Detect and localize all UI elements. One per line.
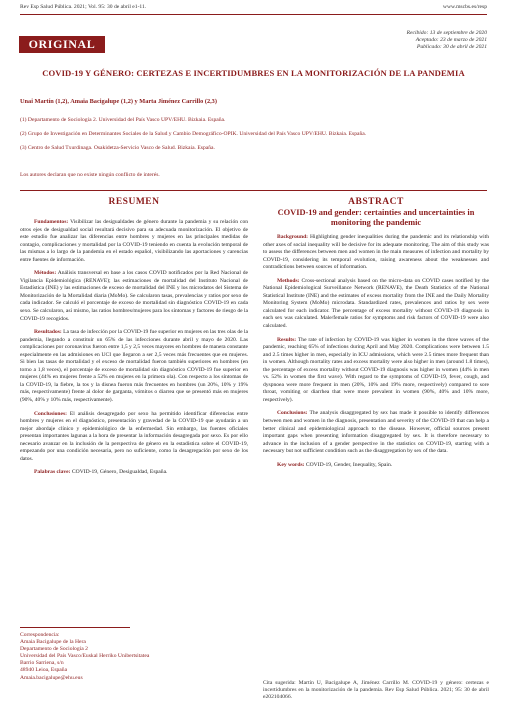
abstract-keywords bbox=[263, 462, 489, 470]
resultados-label: Resultados: bbox=[34, 329, 62, 336]
correspondence-name: Amaia Bacigalupe de la Hera bbox=[20, 639, 86, 646]
keywords-label-es: Palabras clave: bbox=[34, 469, 71, 476]
affiliation-1: (1) Departamento de Sociología 2. Universidad del País Vasco UPV/EHU. Bizkaia. España. bbox=[20, 117, 226, 123]
header-rule bbox=[20, 14, 487, 15]
abstract-results bbox=[263, 337, 489, 405]
metodos-label: Métodos: bbox=[34, 270, 57, 277]
author-list: Unai Martín (1,2), Amaia Bacigalupe (1,2) y Marta Jiménez Carrillo (2,3) bbox=[20, 98, 217, 105]
affiliation-3: (3) Centro de Salud Txurdinaga. Osakidetza-Servicio Vasco de Salud. Bizkaia. España. bbox=[20, 145, 215, 151]
resumen-fundamentos bbox=[20, 219, 248, 264]
resumen-column bbox=[20, 219, 248, 477]
resumen-keywords bbox=[20, 469, 248, 477]
conclusiones-label: Conclusiones: bbox=[34, 410, 67, 417]
abstract-background bbox=[263, 234, 489, 272]
journal-website[interactable]: www.mscbs.es/resp bbox=[442, 4, 487, 10]
fundamentos-label: Fundamentos: bbox=[34, 219, 69, 225]
keywords-text-en: COVID-19, Gender, Inequality, Spain. bbox=[305, 461, 393, 468]
article-dates bbox=[407, 30, 487, 51]
metodos-text: Análisis transversal en base a los casos COVID notificados por la Red Nacional de Vigilancia Epidemiológica (RENAVE); las estimaciones de mortalidad del Instituto Nacional de Estadística (INE) y las estimaciones de exceso de mortalidad del INE y los microdatos del Sistema de Monitorización de la Mortalidad diaria (MoMo). Se calcularon tasas, prevalencias y ratios por sexo de cada indicador. Se calculó el porcentaje de exceso de mortalidad sin diagnóstico COVID-19 en cada sexo. Se calcularon, así mismo, las ratios hombres/mujeres para los síntomas y factores de riesgo de la COVID-19 recogidos. bbox=[20, 270, 248, 322]
methods-text: Cross-sectional analysis based on the micro-data on COVID cases notified by the National Epidemiological Surveillance Network (RENAVE), the Death Statistics of the National Statistical Institute (INE) and the estimates of excess mortality from the INE and the Daily Mortality Monitoring System (MoMo) microdata. Standardized rates, prevalences and ratios by sex were calculated for each indicator. The percentage of excess mortality without COVID-19 diagnosis in each sex was calculated. Male/female ratios for symptoms and risk factors of COVID-19 were also calculated. bbox=[263, 277, 489, 330]
correspondence-block bbox=[20, 632, 149, 682]
conclusiones-text: El análisis desagregado por sexo ha permitido identificar diferencias entre hombres y mujeres en el diagnóstico, presentación y gravedad de la COVID-19 que ayudarán a un mejor abordaje clínico y epidemiológico de la enfermedad. Sin embargo, las fuentes oficiales presentan importantes lagunas a la hora de presentar la información desagregada por sexo. Es por ello necesario avanzar en la inclusión de la perspectiva de género en la estadística sobre el COVID-19, empezando por una condición necesaria, pero no suficiente, como la desagregación por sexo de los datos. bbox=[20, 410, 248, 462]
correspondence-street: Barrio Sarriena, s/n bbox=[20, 660, 64, 667]
resumen-heading: RESUMEN bbox=[108, 197, 160, 207]
conclusions-text: The analysis disaggregated by sex has made it possible to identify differences between men and women in the diagnosis, presentation and severity of the COVID-19 that can help a better clinical and epidemiological approach to the disease. However, official sources present important gaps when presenting information disaggregated by sex. It is therefore necessary to advance in the inclusion of a gender perspective in the statistics on COVID-19, starting with a necessary but not sufficient condition such as the disaggregation by sex of the data. bbox=[263, 410, 489, 455]
received-date: Recibido: 13 de septiembre de 2020 bbox=[406, 30, 487, 36]
methods-label: Methods: bbox=[277, 277, 300, 284]
keywords-label-en: Key words: bbox=[277, 461, 305, 468]
fundamentos-text: Visibilizar las desigualdades de género durante la pandemia y su relación con otros ejes de desigualdad social resultará decisivo para su adecuada monitorización. El objetivo de este estudio fue analizar las diferencias entre hombres y mujeres en las principales medidas de contagio, complicaciones y mortalidad por la COVID-19 teniendo en cuenta la evolución temporal de las mismas a lo largo de la pandemia en el estado español, visibilizando las aportaciones y carencias entre fuentes de información. bbox=[20, 219, 248, 263]
abstract-title: COVID-19 and gender: certainties and uncertainties in monitoring the pandemic bbox=[277, 208, 475, 227]
results-text: The rate of infection by COVID-19 was higher in women in the three waves of the pandemic, reaching 65% of infections during April and May 2020. Complications were between 1.5 and 2.5 times higher in men, especially in ICU admissions, which were 2.5 times more frequent than in women. Although mortality rates and excess mortality were also higher in men (around 1.8 times), the percentage of excess mortality without COVID-19 diagnosis was higher in women (44% in men vs. 52% in women the first wave). With regard to the symptoms of COVID-19, fever, cough, and dyspnoea were more frequent in men (20%, 10% and 19% more, respectively) compared to sore throat, vomiting or diarrhea that were more prevalent in women (90%, 40% and 10% more, respectively). bbox=[263, 336, 489, 403]
resumen-conclusiones bbox=[20, 411, 248, 464]
accepted-date: Aceptado: 23 de marzo de 2021 bbox=[415, 37, 487, 43]
article-title: COVID-19 Y GÉNERO: CERTEZAS E INCERTIDUMBRES EN LA MONITORIZACIÓN DE LA PANDEMIA bbox=[42, 68, 465, 78]
correspondence-heading: Correspondencia: bbox=[20, 632, 60, 638]
keywords-text-es: COVID-19, Género, Desigualdad, España. bbox=[71, 469, 168, 476]
affiliation-2: (2) Grupo de Investigación en Determinantes Sociales de la Salud y Cambio Demográfico-OPIK. Universidad del País Vasco UPV/EHU. Bizkaia. España. bbox=[20, 131, 367, 137]
conflict-statement: Los autores declaran que no existe ningún conflicto de interés. bbox=[20, 172, 160, 178]
abstract-conclusions bbox=[263, 410, 489, 455]
article-type-badge: ORIGINAL bbox=[19, 36, 105, 53]
background-label: Background: bbox=[277, 234, 309, 240]
resumen-metodos bbox=[20, 270, 248, 323]
background-text: Highlighting gender inequalities during the pandemic and its relationship with other axes of social inequality will be decisive for its adequate monitoring. The aim of this study was to assess the differences between men and women in the main measures of infection and mortality by COVID-19, considering its temporal evolution, raising awareness about the weaknesses and contradictions between sources of information. bbox=[263, 234, 489, 271]
correspondence-department: Departamento de Sociología 2 bbox=[20, 646, 88, 653]
results-label: Results: bbox=[277, 336, 297, 343]
abstract-column bbox=[263, 219, 489, 469]
correspondence-university: Universidad del País Vasco/Euskal Herriko Unibertsitatea bbox=[20, 653, 150, 660]
correspondence-rule bbox=[20, 627, 130, 628]
journal-reference: Rev Esp Salud Pública. 2021; Vol. 95: 30 de abril e1-11. bbox=[20, 4, 147, 10]
conclusions-label: Conclusions: bbox=[277, 410, 308, 417]
abstract-heading: ABSTRACT bbox=[348, 197, 404, 207]
correspondence-city: 48940 Leioa, España bbox=[20, 667, 68, 674]
resumen-resultados bbox=[20, 329, 248, 404]
section-rule bbox=[20, 190, 487, 191]
correspondence-email[interactable]: Amaia.bacigalupe@ehu.eus bbox=[20, 674, 83, 681]
suggested-citation: Cita sugerida: Martín U, Bacigalupe A, Jiménez Carrillo M. COVID-19 y género: certezas e incertidumbres en la monitorización de la pandemia. Rev Esp Salud Pública. 2021; 95: 30 de abril e202104066. bbox=[263, 680, 489, 701]
resultados-text: La tasa de infección por la COVID-19 fue superior en mujeres en las tres olas de la pandemia, llegando a constituir un 65% de las infecciones durante abril y mayo de 2020. Las complicaciones por coronavirus fueron entre 1,5 y 2,5 veces mayores en hombres de manera constante especialmente en las admisiones en UCI que llegaron a ser 2,5 veces más frecuentes que en mujeres. Si bien las tasas de mortalidad y el exceso de mortalidad fueron también superiores en hombres (en torno a 1,8 veces), el porcentaje de exceso de mortalidad sin diagnóstico COVID-19 fue superior en mujeres (44% en mujeres frente a 52% en mujeres en la primera ola). Con respecto a los síntomas de la COVID-19, la fiebre, la tos y la disnea fueron más frecuentes en hombres (un 20%, 10% y 19% más, respectivamente) frente al dolor de garganta, vómitos o diarrea que se presentó más en mujeres (90%, 40% y 10% más, respectivamente). bbox=[20, 329, 248, 404]
published-date: Publicado: 30 de abril de 2021 bbox=[416, 44, 487, 50]
abstract-methods bbox=[263, 278, 489, 331]
